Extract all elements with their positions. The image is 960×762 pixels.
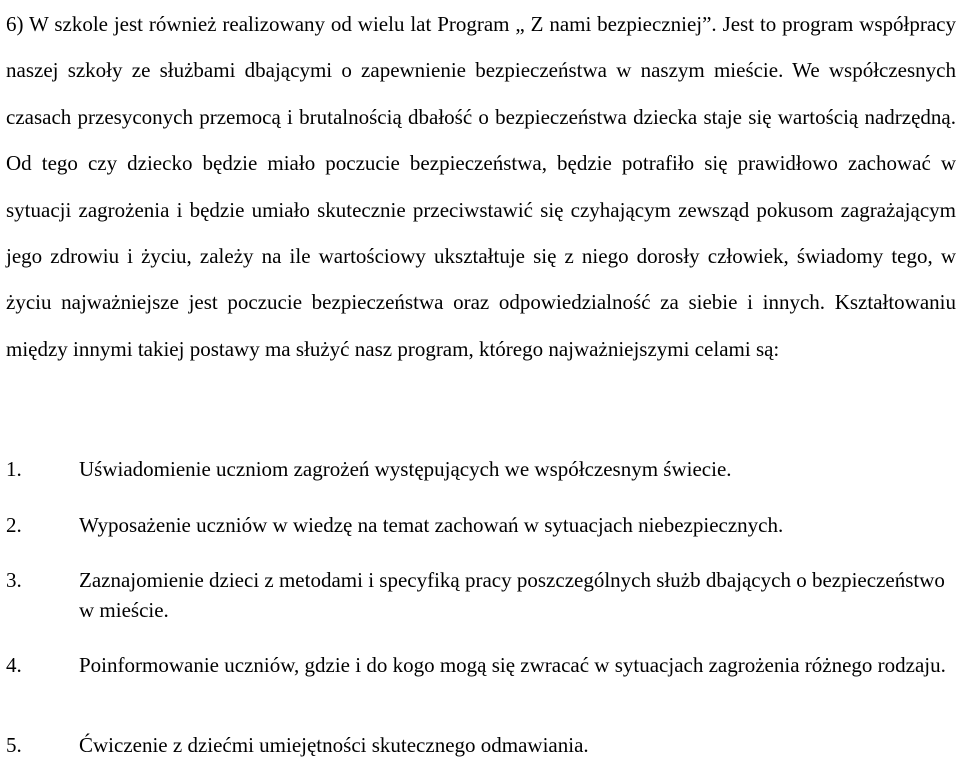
list-item (6, 454, 956, 484)
list-item-number: 2. (6, 513, 22, 537)
list-item-number: 3. (6, 568, 22, 592)
list-item-text: Ćwiczenie z dziećmi umiejętności skutecznego odmawiania. (79, 733, 589, 757)
list-item (6, 730, 956, 760)
program-description-paragraph: 6) W szkole jest również realizowany od wielu lat Program „ Z nami bezpieczniej”. Jest to program współpracy naszej szkoły ze służbami dbającymi o zapewnienie bezpieczeństwa w naszym mieście. We współczesnych czasach przesyconych przemocą i brutalnością dbałość o bezpieczeństwa dziecka staje się wartością nadrzędną. Od tego czy dziecko będzie miało poczucie bezpieczeństwa, będzie potrafiło się prawidłowo zachować w sytuacji zagrożenia i będzie umiało skutecznie przeciwstawić się czyhającym zewsząd pokusom zagrażającym jego zdrowiu i życiu, zależy na ile wartościowy ukształtuje się z niego dorosły człowiek, świadomy tego, w życiu najważniejsze jest poczucie bezpieczeństwa oraz odpowiedzialność za siebie i innych. Kształtowaniu między innymi takiej postawy ma służyć nasz program, którego najważniejszymi celami są: (6, 12, 956, 361)
document-page (6, 0, 956, 757)
list-item-text: Uświadomienie uczniom zagrożeń występujących we współczesnym świecie. (79, 457, 732, 481)
list-item-number: 1. (6, 457, 22, 481)
list-item (6, 510, 956, 540)
list-item-number: 5. (6, 733, 22, 757)
list-item (6, 565, 956, 625)
list-item-text: Poinformowanie uczniów, gdzie i do kogo mogą się zwracać w sytuacjach zagrożenia różnego rodzaju. (79, 653, 946, 677)
list-item-number: 4. (6, 653, 22, 677)
list-item (6, 650, 956, 680)
list-item-text: Wyposażenie uczniów w wiedzę na temat zachowań w sytuacjach niebezpiecznych. (79, 513, 784, 537)
list-item-text: Zaznajomienie dzieci z metodami i specyfiką pracy poszczególnych służb dbających o bezpieczeństwo w mieście. (79, 568, 945, 622)
